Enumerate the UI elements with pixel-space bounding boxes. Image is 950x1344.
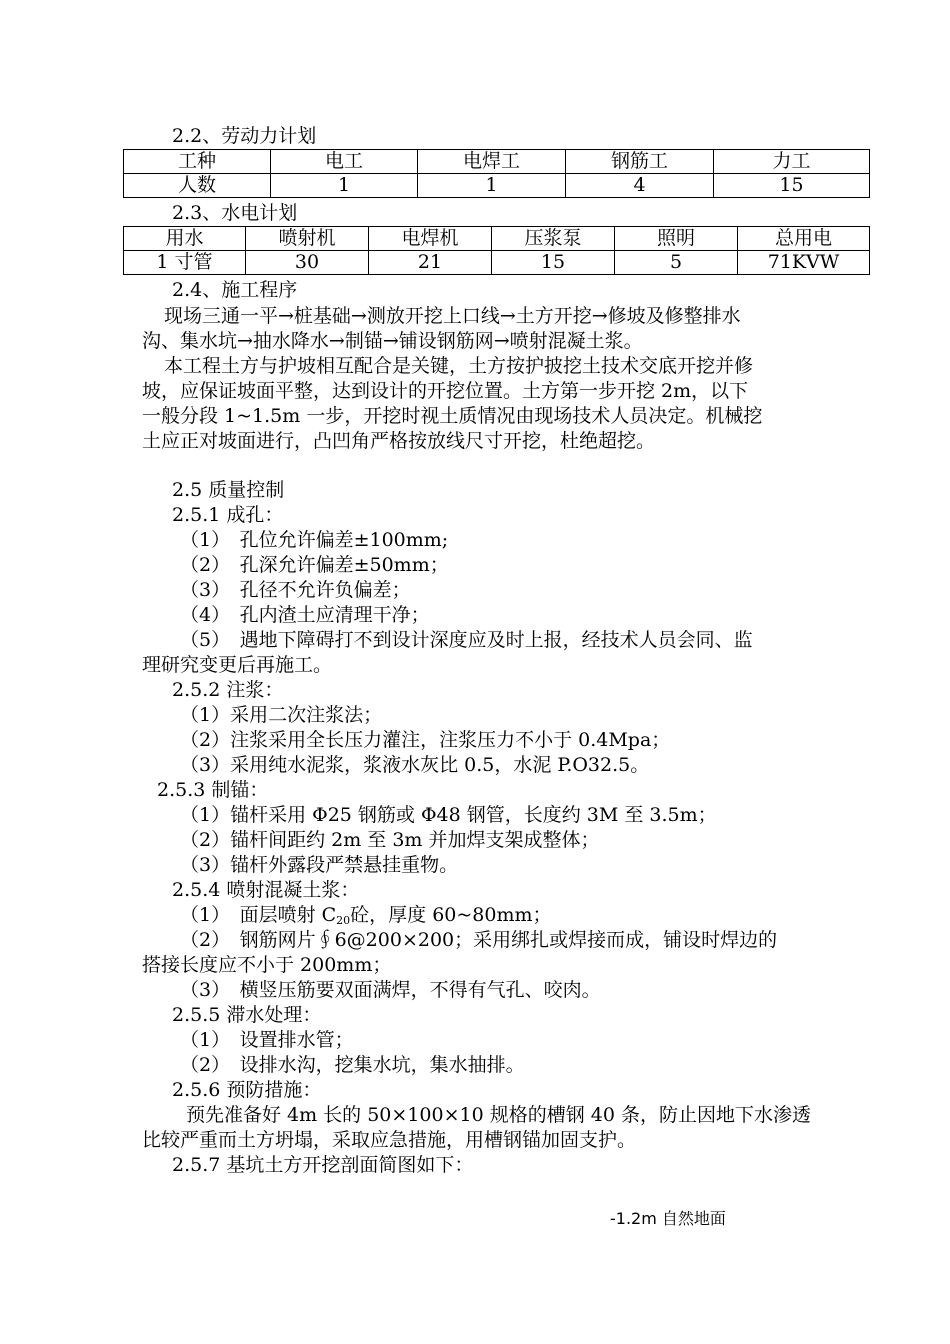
table-header-cell: 压浆泵 <box>492 227 615 251</box>
list-item: （3）采用纯水泥浆，浆液水灰比 0.5，水泥 P.O32.5。 <box>180 754 650 776</box>
list-item: （2）锚杆间距约 2m 至 3m 并加焊支架成整体； <box>180 829 600 851</box>
table-header-cell: 力工 <box>714 150 870 174</box>
table-cell: 30 <box>246 251 369 275</box>
labor-heading: 2.2、劳动力计划 <box>172 125 317 147</box>
paragraph-line: 沟、集水坑→抽水降水→制锚→铺设钢筋网→喷射混凝土浆。 <box>142 330 643 352</box>
paragraph-line: 比较严重而土方坍塌，采取应急措施，用槽钢锚加固支护。 <box>142 1129 637 1151</box>
quality-heading: 2.5 质量控制 <box>172 479 285 501</box>
list-item-text: 砼，厚度 60~80mm； <box>350 904 552 926</box>
section-heading: 2.5.6 预防措施： <box>172 1079 322 1101</box>
labor-table <box>123 149 870 198</box>
procedure-heading: 2.4、施工程序 <box>172 279 298 301</box>
list-item: （1） 设置排水管； <box>180 1029 354 1051</box>
list-item-text: （1） 面层喷射 C <box>180 904 337 926</box>
table-cell: 1 <box>271 174 418 198</box>
table-cell: 15 <box>492 251 615 275</box>
table-header-cell: 电焊工 <box>418 150 566 174</box>
section-heading: 2.5.1 成孔： <box>172 504 284 526</box>
section-heading: 2.5.4 喷射混凝土浆： <box>172 879 360 901</box>
paragraph-line: 现场三通一平→桩基础→测放开挖上口线→土方开挖→修坡及修整排水 <box>164 305 741 327</box>
table-row <box>124 174 870 198</box>
list-item: （1） 孔位允许偏差±100mm; <box>180 529 449 551</box>
table-header-cell: 照明 <box>615 227 738 251</box>
list-item: （2） 钢筋网片∮6@200×200；采用绑扎或焊接而成，铺设时焊边的 <box>180 929 778 951</box>
utility-heading: 2.3、水电计划 <box>172 202 298 224</box>
list-item: （3） 孔径不允许负偏差； <box>180 579 411 601</box>
table-header-cell: 喷射机 <box>246 227 369 251</box>
section-heading: 2.5.2 注浆： <box>172 679 284 701</box>
paragraph-line: 预先准备好 4m 长的 50×100×10 规格的槽钢 40 条，防止因地下水渗透 <box>186 1104 811 1126</box>
table-cell: 1 寸管 <box>124 251 246 275</box>
table-row <box>124 150 870 174</box>
list-item: （1）采用二次注浆法； <box>180 704 383 726</box>
table-header-cell: 电工 <box>271 150 418 174</box>
table-row-label: 人数 <box>124 174 271 198</box>
section-heading: 2.5.3 制锚： <box>157 779 269 801</box>
list-item: （2） 孔深允许偏差±50mm； <box>180 554 449 576</box>
list-item: （1）锚杆采用 Φ25 钢筋或 Φ48 钢管，长度约 3M 至 3.5m； <box>180 804 717 826</box>
utility-table <box>123 226 870 275</box>
table-cell: 21 <box>369 251 492 275</box>
list-item: （2） 设排水沟，挖集水坑，集水抽排。 <box>180 1054 525 1076</box>
table-header-cell: 用水 <box>124 227 246 251</box>
table-cell: 1 <box>418 174 566 198</box>
table-cell: 71KVW <box>738 251 870 275</box>
paragraph-line: 本工程土方与护坡相互配合是关键，土方按护披挖土技术交底开挖并修 <box>164 355 754 377</box>
list-item: （5） 遇地下障碍打不到设计深度应及时上报，经技术人员会同、监 <box>180 629 753 651</box>
list-item: （3）锚杆外露段严禁悬挂重物。 <box>180 854 459 876</box>
table-row <box>124 251 870 275</box>
list-item-continuation: 理研究变更后再施工。 <box>142 654 333 676</box>
paragraph-line: 坡，应保证坡面平整，达到设计的开挖位置。土方第一步开挖 2m，以下 <box>142 380 749 402</box>
list-item-continuation: 搭接长度应不小于 200mm； <box>142 954 392 976</box>
table-cell: 5 <box>615 251 738 275</box>
paragraph-line: 一般分段 1~1.5m 一步，开挖时视土质情况由现场技术人员决定。机械挖 <box>142 405 763 427</box>
list-item: （4） 孔内渣土应清理干净； <box>180 604 430 626</box>
table-row <box>124 227 870 251</box>
table-header-cell: 总用电 <box>738 227 870 251</box>
table-cell: 15 <box>714 174 870 198</box>
section-heading: 2.5.5 滞水处理： <box>172 1004 322 1026</box>
table-header-cell: 钢筋工 <box>566 150 714 174</box>
list-item: （2）注浆采用全长压力灌注，注浆压力不小于 0.4Mpa； <box>180 729 671 751</box>
paragraph-line: 土应正对坡面进行，凸凹角严格按放线尺寸开挖，杜绝超挖。 <box>142 430 656 452</box>
table-cell: 4 <box>566 174 714 198</box>
section-heading: 2.5.7 基坑土方开挖剖面简图如下： <box>172 1154 474 1176</box>
table-header-cell: 工种 <box>124 150 271 174</box>
subscript: 20 <box>336 914 351 927</box>
list-item: （3） 横竖压筋要双面满焊，不得有气孔、咬肉。 <box>180 979 601 1001</box>
figure-caption: -1.2m 自然地面 <box>610 1209 726 1228</box>
table-header-cell: 电焊机 <box>369 227 492 251</box>
